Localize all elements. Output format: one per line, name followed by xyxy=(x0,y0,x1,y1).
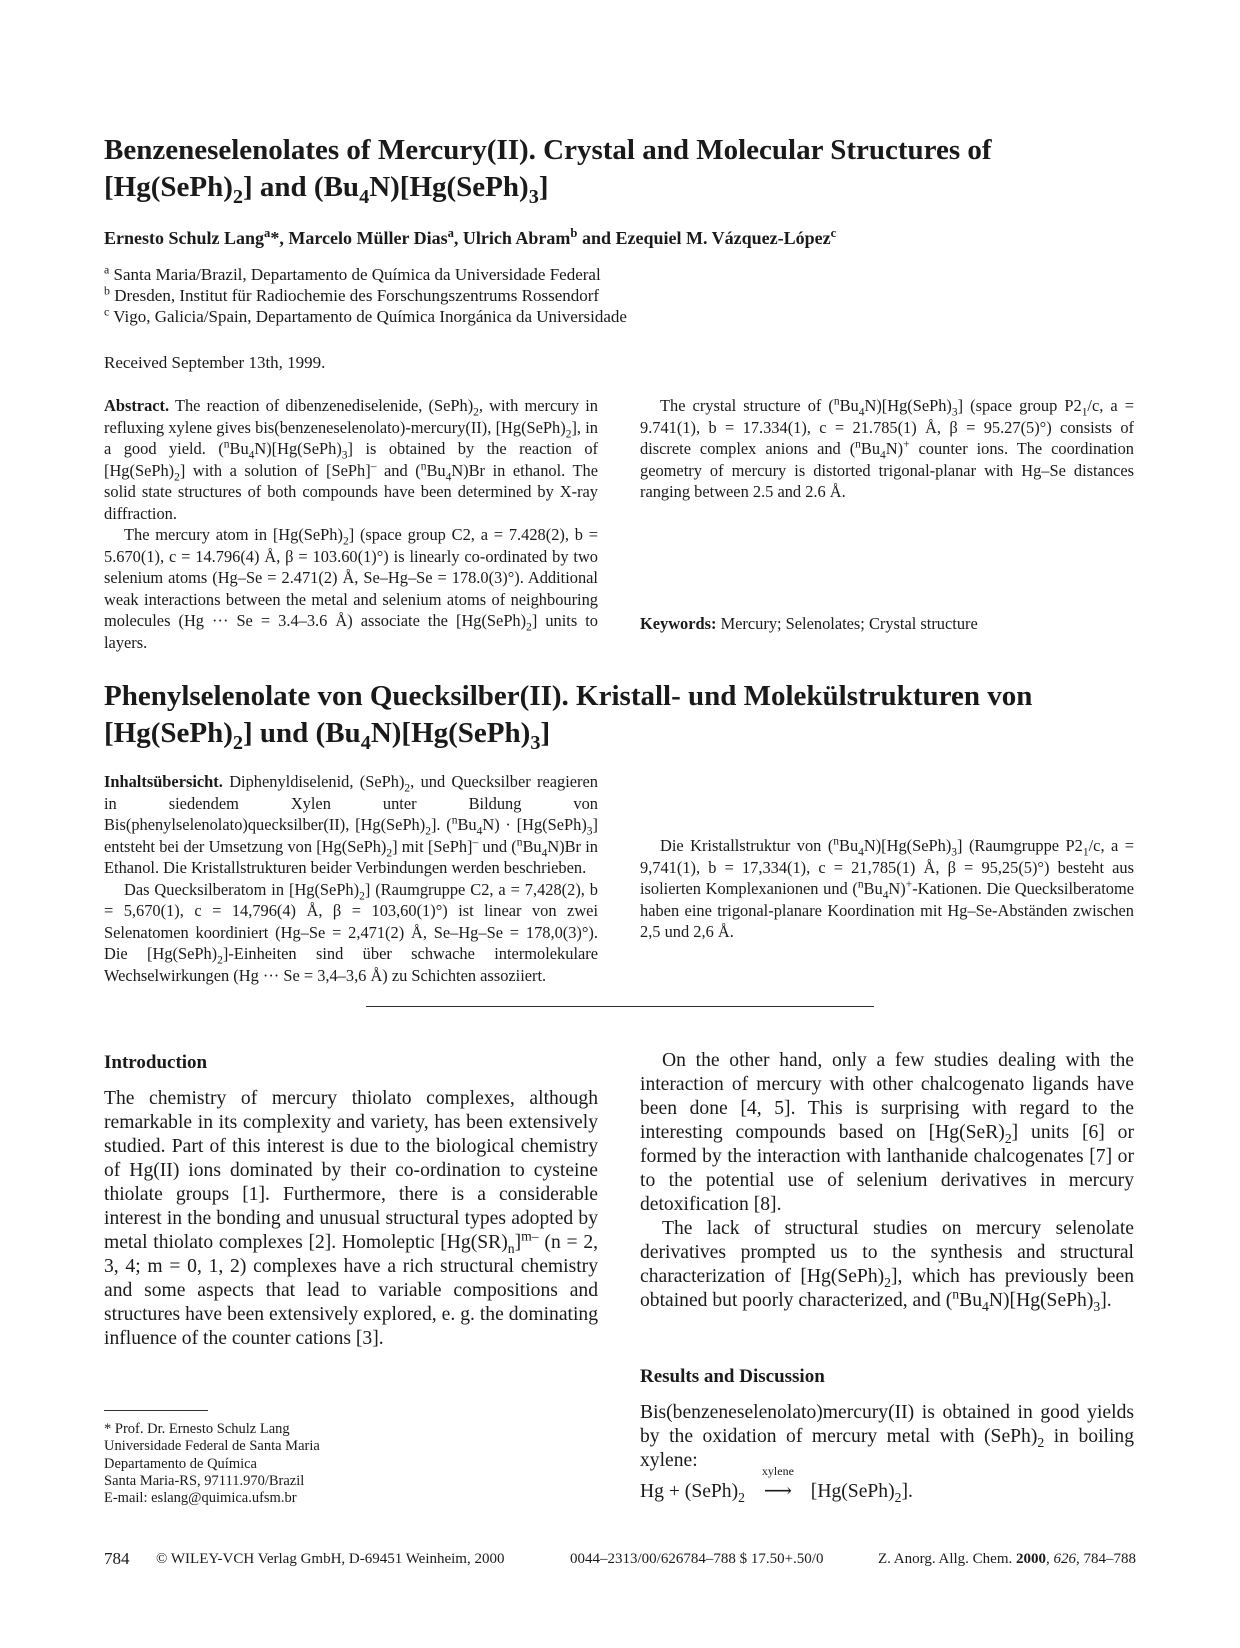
footnote-email: E-mail: eslang@quimica.ufsm.br xyxy=(104,1490,297,1507)
affiliation-a: $^a$ Santa Maria/Brazil, Departamento de Química da Universidade Federal xyxy=(104,262,601,284)
reaction-arrow: xylene ⟶ xyxy=(761,1464,794,1502)
journal-citation: Z. Anorg. Allg. Chem. 2000, 626, 784–788 xyxy=(877,1551,1136,1567)
inhalt-p1: Inhaltsübersicht. Diphenyldiselenid, $(SePh)_2$, und Quecksilber reagieren in siedendem Xylen unter Bildung von Bis(phenylselenolato)quecksilber(II), $[Hg(SePh)_2]$. $(^nBu_4N)$ · $[Hg(SePh)_3]$ entsteht bei der Umsetzung von $[Hg(SePh)_2]$ mit [SePh]– und $(^nBu_4N)Br$ in Ethanol. Die Kristallstrukturen beider Verbindungen werden beschrieben. xyxy=(104,772,598,877)
abstract-en-left xyxy=(104,395,598,653)
abstract-de-left xyxy=(104,771,598,986)
abstract-p3: The crystal structure of $(^nBu_4N)[Hg(SePh)_3]$ (space group $P2_1/c$, a = 9.741(1), b = 17.334(1), c = 21.785(1) Å, β = 95.27(5)°) consists of discrete complex anions and $(^nBu_4N)^+$ counter ions. The coordination geometry of mercury is distorted trigonal-planar with Hg–Se distances ranging between 2.5 and 2.6 Å. xyxy=(640,395,1134,501)
footnote-rule xyxy=(104,1410,208,1411)
article-title-de xyxy=(104,678,1144,752)
page-footer xyxy=(104,1549,1136,1571)
affiliation-b: $^b$ Dresden, Institut für Radiochemie des Forschungszentrums Rossendorf xyxy=(104,283,600,305)
intro-p2: On the other hand, only a few studies dealing with the interaction of mercury with other chalcogenato ligands have been done [4, 5]. This is surprising with regard to the interesting compounds based on $[Hg(SeR)_2]$ units [6] or formed by the interaction with lanthanide chalcogenates [7] or to the potential use of selenium derivatives in mercury detoxification [8]. xyxy=(640,1050,1134,1215)
received-date: Received September 13th, 1999. xyxy=(104,353,326,372)
reaction-equation: $Hg + (SePh)_2$ xylene ⟶ $[Hg(SePh)_2]$. xyxy=(640,1464,913,1505)
article-code: 0044–2313/00/626784–788 $ 17.50+.50/0 xyxy=(570,1551,824,1567)
footnote-line-3: Departamento de Química xyxy=(104,1455,257,1472)
abstract-p1: Abstract. The reaction of dibenzenediselenide, $(SePh)_2$, with mercury in refluxing xylene gives bis(benzeneselenolato)-mercury(II), $[Hg(SePh)_2]$, in a good yield. $(^nBu_4N)[Hg(SePh)_3]$ is obtained by the reaction of $[Hg(SePh)_2]$ with a solution of [SePh]– and $(^nBu_4N)Br$ in ethanol. The solid state structures of both compounds have been determined by X-ray diffraction. xyxy=(104,396,599,523)
author-list: Ernesto Schulz Lang$^a$*, Marcelo Müller Dias$^a$, Ulrich Abram$^b$ and Ezequiel M. Vázquez-López$^c$ xyxy=(104,226,837,248)
title-de-line2: $[Hg(SePh)_2]$ und $(Bu_4N)[Hg(SePh)_3]$ xyxy=(104,717,551,754)
results-p1: Bis(benzeneselenolato)mercury(II) is obtained in good yields by the oxidation of mercury metal with $(SePh)_2$ in boiling xylene: xyxy=(640,1402,1135,1471)
results-heading: Results and Discussion xyxy=(640,1366,825,1387)
inhalt-p3: Die Kristallstruktur von $(^nBu_4N)[Hg(SePh)_3]$ (Raumgruppe $P2_1/c$, a = 9,741(1), b = 17,334(1), c = 21,785(1) Å, β = 95,25(5)°) besteht aus isolierten Komplexanionen und $(^nBu_4N)^+$-Kationen. Die Quecksilberatome haben eine trigonal-planare Koordination mit Hg–Se-Abständen zwischen 2,5 und 2,6 Å. xyxy=(640,835,1134,941)
footnote-line-1: * Prof. Dr. Ernesto Schulz Lang xyxy=(104,1421,290,1437)
keywords: Keywords: Mercury; Selenolates; Crystal structure xyxy=(640,614,978,633)
title-en-line2: $[Hg(SePh)_2]$ and $(Bu_4N)[Hg(SePh)_3]$ xyxy=(104,171,549,208)
abstract-de-right xyxy=(640,835,1134,943)
title-en-line1: Benzeneselenolates of Mercury(II). Crystal and Molecular Structures of xyxy=(104,134,992,166)
footnote-line-4: Santa Maria-RS, 97111.970/Brazil xyxy=(104,1472,305,1489)
publisher-line: © WILEY-VCH Verlag GmbH, D-69451 Weinheim, 2000 xyxy=(156,1551,505,1567)
inhalt-p2: Das Quecksilberatom in $[Hg(SePh)_2]$ (Raumgruppe C2, a = 7,428(2), b = 5,670(1), c = 14,796(4) Å, β = 103,60(1)°) ist linear von zwei Selenatomen koordiniert (Hg–Se = 2,471(2) Å, Se–Hg–Se = 178,0(3)°). Die $[Hg(SePh)_2]$-Einheiten sind über schwache intermolekulare Wechselwirkungen (Hg ··· Se = 3,4–3,6 Å) zu Schichten assoziiert. xyxy=(104,879,599,985)
abstract-p2: The mercury atom in $[Hg(SePh)_2]$ (space group C2, a = 7.428(2), b = 5.670(1), c = 14.796(4) Å, β = 103.60(1)°) is linearly co-ordinated by two selenium atoms (Hg–Se = 2.471(2) Å, Se–Hg–Se = 178.0(3)°). Additional weak interactions between the metal and selenium atoms of neighbouring molecules (Hg ··· Se = 3.4–3.6 Å) associate the $[Hg(SePh)_2]$ units to layers. xyxy=(104,525,598,652)
affiliation-c: $^c$ Vigo, Galicia/Spain, Departamento de Química Inorgánica da Universidade xyxy=(104,304,627,326)
intro-p1: The chemistry of mercury thiolato complexes, although remarkable in its complexity and variety, has been extensively studied. Part of this interest is due to the biological chemistry of Hg(II) ions dominated by their co-ordination to cysteine thiolate groups [1]. Furthermore, there is a considerable interest in the bonding and unusual structural types adopted by metal thiolato complexes [2]. Homoleptic $[Hg(SR)_n]^{m-}$ (n = 2, 3, 4; m = 0, 1, 2) complexes have a rich structural chemistry and some aspects that lead to variable compositions and structures have been extensively explored, e. g. the dominating influence of the counter cations [3]. xyxy=(104,1088,599,1349)
section-divider xyxy=(366,1006,874,1007)
intro-p3: The lack of structural studies on mercury selenolate derivatives prompted us to the synthesis and structural characterization of $[Hg(SePh)_2]$, which has previously been obtained but poorly characterized, and $(^nBu_4N)[Hg(SePh)_3]$. xyxy=(640,1218,1134,1314)
affiliations xyxy=(104,264,1104,327)
page-number: 784 xyxy=(104,1549,130,1568)
introduction-heading: Introduction xyxy=(104,1052,208,1073)
introduction-body xyxy=(104,1087,598,1351)
article-title-en xyxy=(104,132,1144,206)
corresponding-author-footnote xyxy=(104,1421,524,1507)
introduction-body-cont xyxy=(640,1049,1134,1313)
title-de-line1: Phenylselenolate von Quecksilber(II). Kristall- und Molekülstrukturen von xyxy=(104,680,1033,712)
abstract-en-right xyxy=(640,395,1134,503)
footnote-line-2: Universidade Federal de Santa Maria xyxy=(104,1438,320,1455)
results-body xyxy=(640,1401,1134,1473)
